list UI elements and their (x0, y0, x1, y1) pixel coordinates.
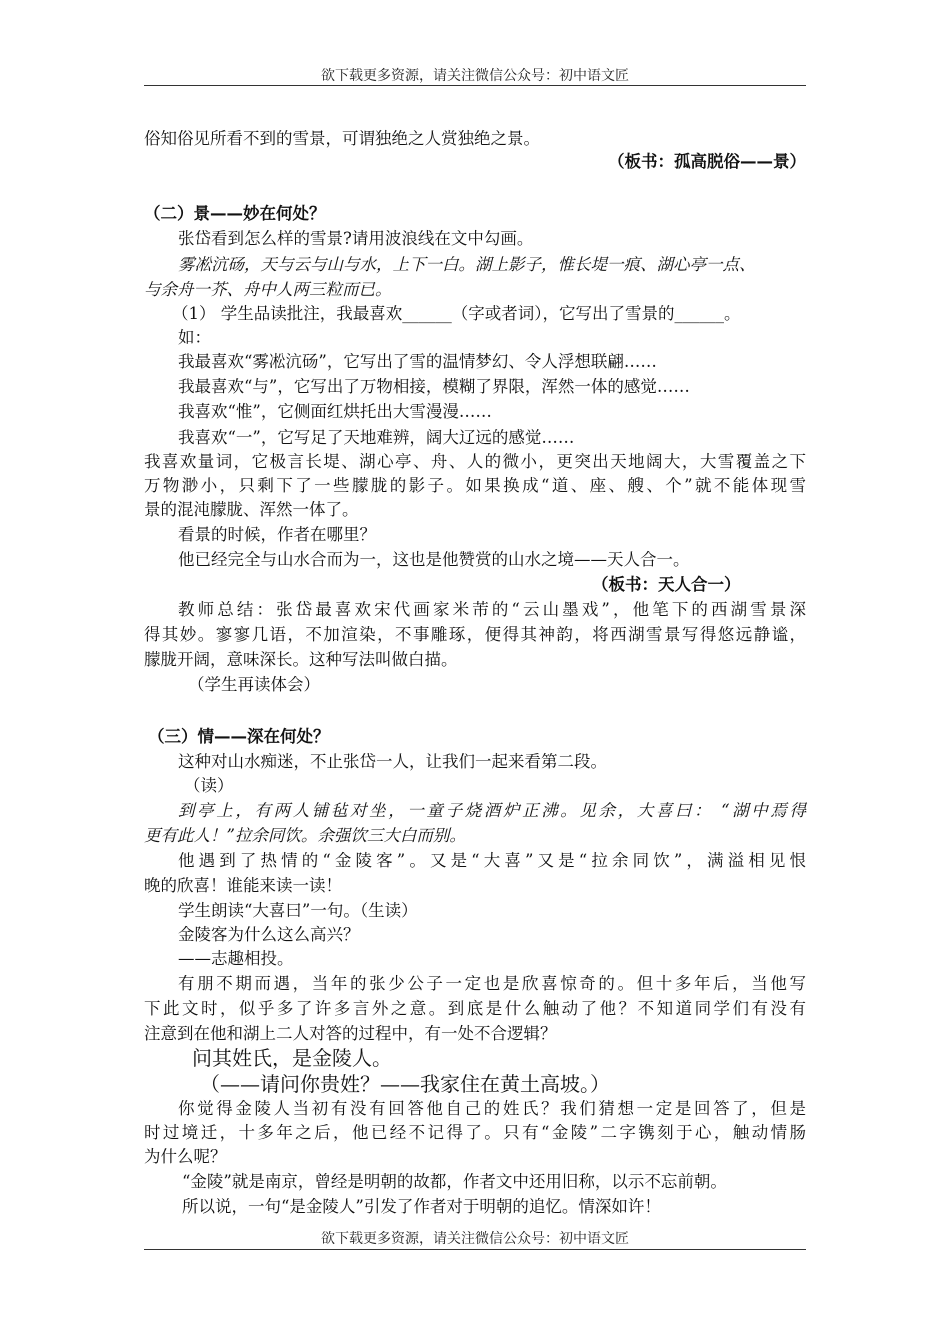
task-line: （1） 学生品读批注，我最喜欢______（字或者词），它写出了雪景的______。 (172, 304, 741, 323)
text-line: 万物渺小，只剩下了一些朦胧的影子。如果换成“道、座、艘、个”就不能体现雪 (144, 476, 806, 495)
text-line: 景的混沌朦胧、浑然一体了。 (144, 500, 359, 519)
text-line: 学生朗读“大喜曰”一句。（生读） (178, 901, 418, 920)
text-line: 所以说，一句“是金陵人”引发了作者对于明朝的追忆。情深如许！ (182, 1197, 661, 1216)
highlight-line: 问其姓氏，是金陵人。 (192, 1046, 392, 1070)
text-line: （读） (184, 776, 234, 795)
footer-divider (144, 1249, 806, 1250)
board-note: （板书：孤高脱俗——景） (608, 152, 806, 171)
section-heading: （二）景——妙在何处？ (144, 204, 326, 223)
text-line: 看景的时候，作者在哪里？ (178, 525, 376, 544)
text-line: 有朋不期而遇，当年的张少公子一定也是欣喜惊奇的。但十多年后，当他写 (178, 974, 806, 993)
quote-line: 更有此人！”拉余同饮。余强饮三大白而别。 (144, 826, 466, 845)
page-header: 欲下载更多资源，请关注微信公众号：初中语文匠 (321, 68, 629, 84)
page-footer: 欲下载更多资源，请关注微信公众号：初中语文匠 (321, 1231, 629, 1247)
header-divider (144, 85, 806, 86)
text-line: 时过境迁，十多年之后，他已经不记得了。只有“金陵”二字镌刻于心，触动情肠 (144, 1123, 806, 1142)
example-line: 我喜欢“惟”，它侧面红烘托出大雪漫漫…… (178, 402, 492, 421)
text-line: 张岱看到怎么样的雪景?请用波浪线在文中勾画。 (178, 229, 534, 248)
text-line: 下此文时，似乎多了许多言外之意。到底是什么触动了他？不知道同学们有没有 (144, 999, 806, 1018)
text-line: 这种对山水痴迷，不止张岱一人，让我们一起来看第二段。 (178, 752, 607, 771)
text-line: 我喜欢量词，它极言长堤、湖心亭、舟、人的微小，更突出天地阔大，大雪覆盖之下 (144, 452, 806, 471)
section-heading: （三）情——深在何处？ (148, 727, 330, 746)
quote-line: 到亭上，有两人铺毡对坐，一童子烧酒炉正沸。见余，大喜曰： “湖中焉得 (178, 801, 806, 820)
example-line: 我喜欢“一”，它写足了天地难辨，阔大辽远的感觉…… (178, 428, 575, 447)
quote-line: 雾凇沆砀，天与云与山与水，上下一白。湖上影子，惟长堤一痕、湖心亭一点、 (178, 255, 756, 274)
example-line: 我最喜欢“与”，它写出了万物相接，模糊了界限，浑然一体的感觉…… (178, 377, 690, 396)
text-line: 得其妙。寥寥几语，不加渲染，不事雕琢，便得其神韵，将西湖雪景写得悠远静谧， (144, 625, 806, 644)
text-line: 朦胧开阔，意味深长。这种写法叫做白描。 (144, 650, 458, 669)
text-line: 如： (178, 328, 211, 347)
text-line: （学生再读体会） (188, 675, 320, 694)
text-line: 俗知俗见所看不到的雪景，可谓独绝之人赏独绝之景。 (144, 129, 540, 148)
text-line: 他已经完全与山水合而为一，这也是他赞赏的山水之境——天人合一。 (178, 550, 690, 569)
text-line: “金陵”就是南京，曾经是明朝的故都，作者文中还用旧称，以示不忘前朝。 (182, 1172, 727, 1191)
example-line: 我最喜欢“雾凇沆砀”，它写出了雪的温情梦幻、令人浮想联翩…… (178, 352, 657, 371)
board-note: （板书：天人合一） (592, 575, 741, 594)
quote-line: 与余舟一芥、舟中人两三粒而已。 (144, 280, 392, 299)
text-line: 晚的欣喜！谁能来读一读！ (144, 876, 342, 895)
text-line: 教师总结：张岱最喜欢宋代画家米芾的“云山墨戏”，他笔下的西湖雪景深 (178, 600, 806, 619)
text-line: 你觉得金陵人当初有没有回答他自己的姓氏？我们猜想一定是回答了，但是 (178, 1099, 806, 1118)
text-line: 注意到在他和湖上二人对答的过程中，有一处不合逻辑？ (144, 1024, 557, 1043)
text-line: 为什么呢？ (144, 1147, 227, 1166)
text-line: ——志趣相投。 (178, 949, 294, 968)
text-line: 金陵客为什么这么高兴？ (178, 925, 360, 944)
highlight-line: （——请问你贵姓？——我家住在黄土高坡。） (200, 1072, 610, 1096)
text-line: 他遇到了热情的“金陵客”。又是“大喜”又是“拉余同饮”，满溢相见恨 (178, 851, 806, 870)
